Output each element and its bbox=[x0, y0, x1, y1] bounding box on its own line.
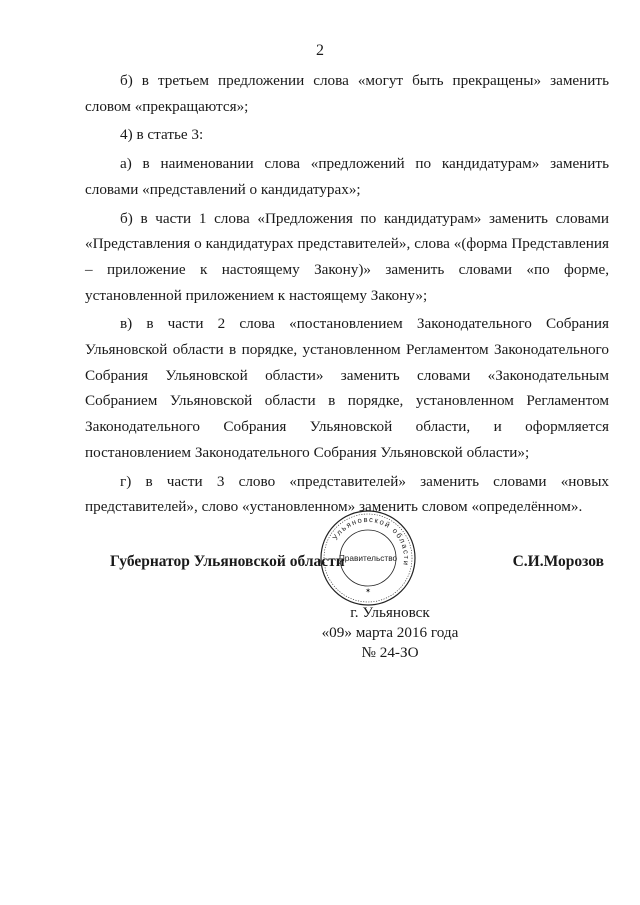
place-city: г. Ульяновск bbox=[350, 604, 430, 621]
seal-ring-text: Ульяновской области bbox=[330, 514, 412, 568]
paragraph-article-3: 4) в статье 3: bbox=[120, 126, 204, 144]
paragraph-amendment-a: а) в наименовании слова «предложений по кандидатурам» заменить словами «представлений о кандидатурах»; bbox=[85, 155, 609, 198]
signing-date: «09» марта 2016 года bbox=[321, 624, 459, 641]
law-number: № 24-ЗО bbox=[361, 644, 419, 661]
paragraph-amendment-b-part-1: б) в части 1 слова «Предложения по кандидатурам» заменить словами «Представления о кандидатурах представителей», слова «(форма Представления – приложение к настоящему Закону)» заменить словами «по форме, установленной приложением к настоящему Закону»; bbox=[85, 209, 609, 304]
paragraph-amendment-g-part-3: г) в части 3 слово «представителей» заменить словами «новых представителей», слово «установленном» заменить словом «определённом». bbox=[85, 472, 609, 516]
paragraph-amendment-b-sentence: б) в третьем предложении слова «могут быть прекращены» заменить словом «прекращаются»; bbox=[85, 72, 609, 115]
document-body bbox=[85, 68, 609, 523]
page-number: 2 bbox=[316, 42, 324, 59]
seal-center-text: Правительство bbox=[338, 553, 398, 563]
paragraph-amendment-v-part-2: в) в части 2 слова «постановлением Законодательного Собрания Ульяновской области в порядке, установленном Регламентом Законодательного Собрания Ульяновской области» заменить словами «Законодательным Собранием Ульяновской области в порядке, установленном Регламентом Законодательного Собрания Ульяновской области, и оформляется постановлением Законодательного Собрания Ульяновской области»; bbox=[85, 315, 609, 461]
signatory-title: Губернатор Ульяновской области bbox=[110, 553, 345, 570]
place-date-block bbox=[0, 603, 640, 663]
signatory-name: С.И.Морозов bbox=[512, 553, 604, 570]
svg-text:✶: ✶ bbox=[365, 587, 371, 595]
official-seal-stamp bbox=[318, 508, 418, 608]
